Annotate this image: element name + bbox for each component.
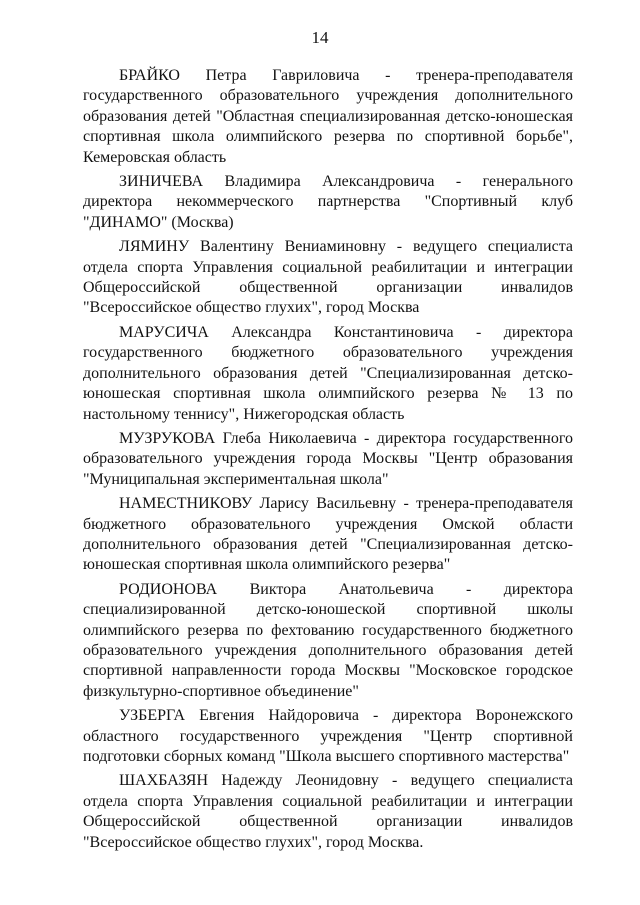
person-position: - ведущего специалиста отдела спорта Управления социальной реабилитации и интеграции Общероссийской общественной организации инвалидов "Всероссийское общество глухих", город Москва <box>83 238 573 317</box>
person-position: - генерального директора некоммерческого партнерства "Спортивный клуб "ДИНАМО" (Москва) <box>83 173 573 231</box>
award-entry <box>83 771 573 853</box>
person-name: НАМЕСТНИКОВУ Ларису Васильевну <box>119 495 397 513</box>
award-entry <box>83 237 573 319</box>
person-name: РОДИОНОВА Виктора Анатольевича <box>119 580 434 598</box>
person-name: МАРУСИЧА Александра Константиновича <box>119 323 454 341</box>
person-name: МУЗРУКОВА Глеба Николаевича <box>119 429 357 447</box>
person-name: БРАЙКО Петра Гавриловича <box>119 67 360 84</box>
person-position: - директора специализированной детско-юношеской спортивной школы олимпийского резерва по фехтованию государственного бюджетного образовательного учреждения дополнительного образования детей спортивной направленности города Москвы "Московское городское физкультурно-спортивное объединение" <box>83 580 574 700</box>
person-position: - директора государственного бюджетного образовательного учреждения дополнительного образования детей "Специализированная детско-юношеская спортивная школа олимпийского резерва № 13 по настольному теннису", Нижегородская область <box>83 323 574 423</box>
person-name: УЗБЕРГА Евгения Найдоровича <box>119 707 360 725</box>
award-entry <box>83 494 573 576</box>
award-entry <box>83 429 573 490</box>
person-name: ШАХБАЗЯН Надежду Леонидовну <box>119 772 379 790</box>
person-name: ЗИНИЧЕВА Владимира Александровича <box>119 173 435 191</box>
person-position: - тренера-преподавателя государственного образовательного учреждения дополнительного образования детей "Областная специализированная детско-юношеская спортивная школа олимпийского резерва по спортивной борьбе", Кемеровская область <box>83 67 573 166</box>
award-entry <box>83 580 573 702</box>
person-position: - ведущего специалиста отдела спорта Управления социальной реабилитации и интеграции Общероссийской общественной организации инвалидов "Всероссийское общество глухих", город Москва. <box>83 772 573 851</box>
page-number: 14 <box>311 28 329 47</box>
award-entry <box>83 323 573 425</box>
award-entry <box>83 172 573 233</box>
award-list <box>83 66 573 857</box>
person-position: - директора Воронежского областного государственного учреждения "Центр спортивной подготовки сборных команд "Школа высшего спортивного мастерства" <box>83 707 574 765</box>
award-entry <box>83 706 573 767</box>
award-entry <box>83 66 573 168</box>
person-position: - тренера-преподавателя бюджетного образовательного учреждения Омской области дополнительного образования детей "Специализированная детско-юношеская спортивная школа олимпийского резерва" <box>83 495 573 574</box>
person-name: ЛЯМИНУ Валентину Вениаминовну <box>119 238 386 256</box>
person-position: - директора государственного образовательного учреждения города Москвы "Центр образования "Муниципальная экспериментальная школа" <box>83 429 573 488</box>
